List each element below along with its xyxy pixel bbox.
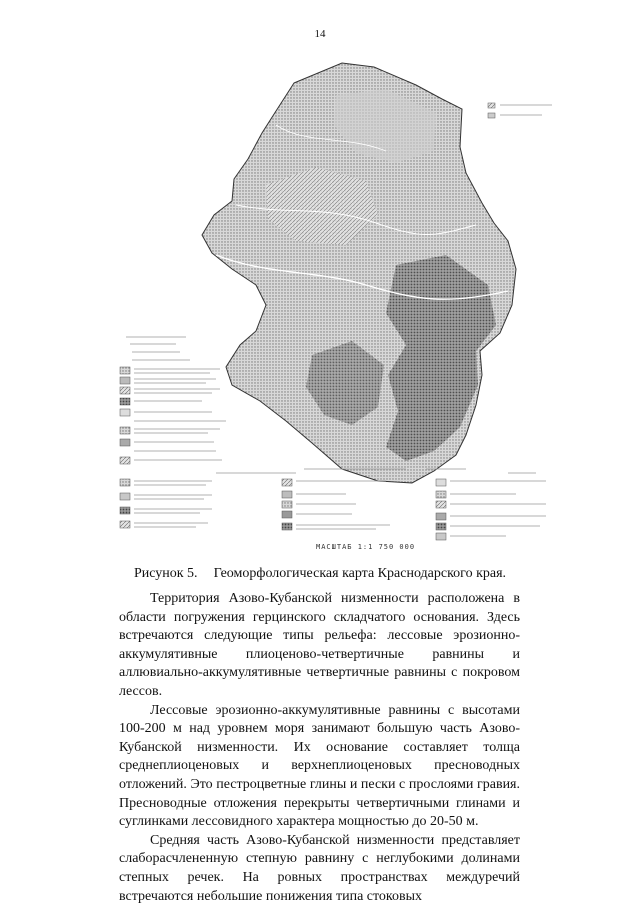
- figure-caption: [0, 566, 640, 582]
- paragraph: Лессовые эрозионно-аккумулятивные равнины с высотами 100-200 м над уровнем моря занимают большую часть Азово-Кубанской низменности. Их основание составляет толща среднеплиоценовых и верхнеплиоценовых пресноводных отложений. Это пестроцветные глины и пески с прослоями гравия. Пресноводные отложения перекрыты четвертичными глинами и суглинками лессовидного характера мощностью до 20-50 м.: [119, 702, 520, 830]
- figure-caption-text: Геоморфологическая карта Краснодарского края.: [213, 566, 507, 581]
- map-legend-bottom: [120, 469, 546, 540]
- paragraph: Территория Азово-Кубанской низменности расположена в области погружения герцинского складчатого основания. Здесь встречаются следующие типы рельефа: лессовые эрозионно-аккумулятивные плиоценово-четвертичные равнины и аллювиально-аккумулятивные четвертичные равнины с покровом лессов.: [119, 591, 520, 699]
- map-scale-label: МАСШТАБ 1:1 750 000: [316, 543, 416, 551]
- paragraph: Средняя часть Азово-Кубанской низменности представляет слаборасчлененную степную равнину с неглубокими долинами степных речек. На ровных пространствах междуречий встречаются небольшие понижения типа стоковых: [119, 832, 520, 904]
- map-legend-left: [120, 337, 226, 464]
- figure-caption-label: Рисунок 5.: [133, 566, 198, 581]
- body-text: [119, 590, 520, 906]
- page-number: 14: [314, 28, 326, 40]
- geomorphological-map: [116, 55, 556, 560]
- map-legend-top: [488, 103, 552, 118]
